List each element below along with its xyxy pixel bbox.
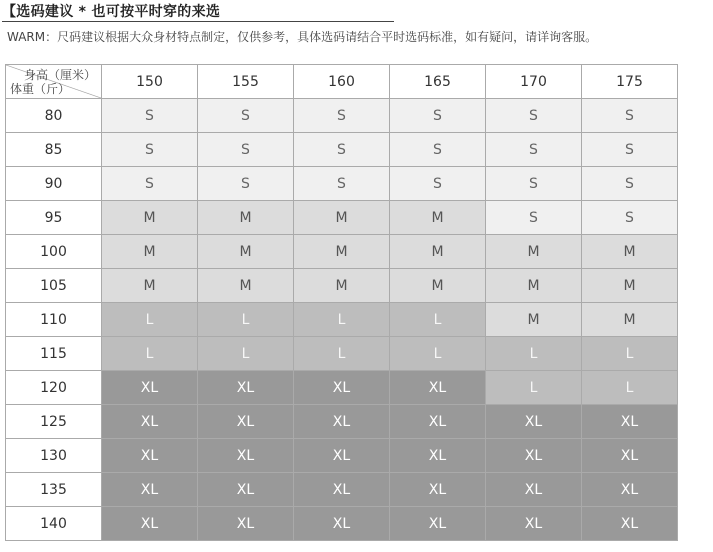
size-cell: L <box>198 337 294 371</box>
size-cell: M <box>390 269 486 303</box>
weight-cell: 125 <box>6 405 102 439</box>
table-row <box>6 235 678 269</box>
size-cell: M <box>102 235 198 269</box>
table-row <box>6 269 678 303</box>
size-cell: S <box>486 99 582 133</box>
size-cell: S <box>198 167 294 201</box>
size-cell: L <box>198 303 294 337</box>
size-cell: L <box>582 337 678 371</box>
size-cell: S <box>582 201 678 235</box>
weight-cell: 140 <box>6 507 102 541</box>
size-cell: S <box>582 99 678 133</box>
size-cell: S <box>390 133 486 167</box>
size-cell: XL <box>198 473 294 507</box>
size-cell: XL <box>102 473 198 507</box>
size-cell: S <box>198 99 294 133</box>
size-cell: XL <box>582 439 678 473</box>
size-cell: XL <box>486 405 582 439</box>
weight-cell: 90 <box>6 167 102 201</box>
size-cell: XL <box>102 405 198 439</box>
table-row <box>6 507 678 541</box>
size-cell: L <box>294 337 390 371</box>
height-header-170: 170 <box>486 65 582 99</box>
weight-cell: 130 <box>6 439 102 473</box>
size-cell: XL <box>486 473 582 507</box>
size-cell: XL <box>390 473 486 507</box>
weight-cell: 100 <box>6 235 102 269</box>
size-cell: S <box>102 99 198 133</box>
size-cell: S <box>582 167 678 201</box>
size-cell: M <box>198 269 294 303</box>
height-header-row <box>6 65 678 99</box>
size-cell: XL <box>198 371 294 405</box>
size-cell: XL <box>390 439 486 473</box>
size-cell: XL <box>294 371 390 405</box>
size-cell: M <box>198 235 294 269</box>
size-cell: M <box>582 303 678 337</box>
size-advice-note: WARM：尺码建议根据大众身材特点制定，仅供参考，具体选码请结合平时选码标准，如有疑问，请详询客服。 <box>7 30 598 44</box>
table-row <box>6 133 678 167</box>
size-cell: XL <box>582 405 678 439</box>
weight-cell: 85 <box>6 133 102 167</box>
table-row <box>6 473 678 507</box>
height-header-175: 175 <box>582 65 678 99</box>
size-cell: L <box>486 371 582 405</box>
table-row <box>6 371 678 405</box>
size-cell: L <box>102 303 198 337</box>
size-cell: M <box>486 303 582 337</box>
height-header-155: 155 <box>198 65 294 99</box>
size-cell: S <box>486 201 582 235</box>
height-header-150: 150 <box>102 65 198 99</box>
size-cell: L <box>486 337 582 371</box>
size-cell: S <box>294 167 390 201</box>
table-row <box>6 99 678 133</box>
size-cell: XL <box>294 473 390 507</box>
size-cell: L <box>294 303 390 337</box>
weight-cell: 95 <box>6 201 102 235</box>
size-cell: L <box>582 371 678 405</box>
size-cell: S <box>102 167 198 201</box>
size-cell: XL <box>294 507 390 541</box>
size-cell: XL <box>102 439 198 473</box>
size-cell: XL <box>198 439 294 473</box>
size-cell: S <box>294 133 390 167</box>
size-cell: S <box>486 167 582 201</box>
size-cell: M <box>294 269 390 303</box>
size-cell: M <box>390 235 486 269</box>
weight-cell: 115 <box>6 337 102 371</box>
size-cell: S <box>294 99 390 133</box>
table-row <box>6 337 678 371</box>
height-axis-label: 身高（厘米） <box>23 68 96 82</box>
size-cell: M <box>486 269 582 303</box>
table-row <box>6 303 678 337</box>
size-cell: S <box>486 133 582 167</box>
size-cell: S <box>582 133 678 167</box>
size-cell: M <box>102 201 198 235</box>
size-cell: XL <box>102 371 198 405</box>
size-cell: XL <box>486 439 582 473</box>
size-cell: XL <box>102 507 198 541</box>
height-header-160: 160 <box>294 65 390 99</box>
weight-axis-label: 体重（斤） <box>10 82 71 96</box>
size-cell: M <box>102 269 198 303</box>
size-cell: M <box>294 235 390 269</box>
size-cell: XL <box>582 473 678 507</box>
size-cell: XL <box>390 405 486 439</box>
table-row <box>6 439 678 473</box>
table-corner-header <box>6 65 102 99</box>
size-cell: M <box>294 201 390 235</box>
size-cell: M <box>486 235 582 269</box>
size-cell: XL <box>294 405 390 439</box>
height-header-165: 165 <box>390 65 486 99</box>
weight-cell: 110 <box>6 303 102 337</box>
weight-cell: 105 <box>6 269 102 303</box>
page-title: 【选码建议 * 也可按平时穿的来选 <box>2 4 221 20</box>
size-cell: M <box>582 269 678 303</box>
size-cell: S <box>102 133 198 167</box>
table-row <box>6 167 678 201</box>
size-cell: XL <box>294 439 390 473</box>
size-cell: L <box>390 337 486 371</box>
table-row <box>6 405 678 439</box>
size-cell: XL <box>390 507 486 541</box>
size-cell: S <box>198 133 294 167</box>
size-cell: XL <box>486 507 582 541</box>
size-cell: M <box>582 235 678 269</box>
size-chart-table <box>5 64 678 541</box>
size-cell: XL <box>582 507 678 541</box>
size-cell: L <box>390 303 486 337</box>
table-row <box>6 201 678 235</box>
size-cell: M <box>390 201 486 235</box>
weight-cell: 80 <box>6 99 102 133</box>
size-cell: L <box>102 337 198 371</box>
weight-cell: 120 <box>6 371 102 405</box>
weight-cell: 135 <box>6 473 102 507</box>
title-divider <box>2 21 394 22</box>
size-cell: XL <box>390 371 486 405</box>
size-cell: S <box>390 99 486 133</box>
size-chart-body <box>6 99 678 541</box>
size-cell: S <box>390 167 486 201</box>
size-cell: XL <box>198 405 294 439</box>
size-cell: XL <box>198 507 294 541</box>
size-cell: M <box>198 201 294 235</box>
